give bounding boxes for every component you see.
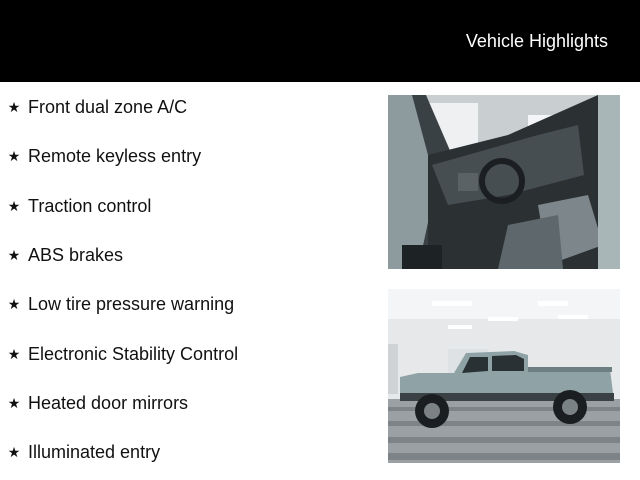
star-icon: ★ [7,346,21,362]
feature-item [6,391,188,415]
star-icon: ★ [7,395,21,411]
star-icon: ★ [7,148,21,164]
star-icon: ★ [7,99,21,115]
feature-label: Front dual zone A/C [28,97,188,117]
feature-item [6,194,151,218]
feature-label: ABS brakes [28,245,124,265]
star-icon: ★ [7,296,21,312]
feature-item [6,292,234,316]
page-title: Vehicle Highlights [465,31,608,51]
feature-item [6,243,123,267]
feature-label: Remote keyless entry [28,146,202,166]
star-icon: ★ [7,247,21,263]
feature-item [6,440,160,464]
feature-label: Traction control [28,196,152,216]
vehicle-exterior-photo [388,289,620,463]
header-banner [0,0,640,82]
feature-item [6,342,238,366]
star-icon: ★ [7,198,21,214]
feature-item [6,95,187,119]
feature-item [6,144,201,168]
feature-label: Low tire pressure warning [28,294,235,314]
feature-label: Electronic Stability Control [28,344,239,364]
star-icon: ★ [7,444,21,460]
feature-label: Illuminated entry [28,442,161,462]
vehicle-interior-photo [388,95,620,269]
feature-label: Heated door mirrors [28,393,189,413]
